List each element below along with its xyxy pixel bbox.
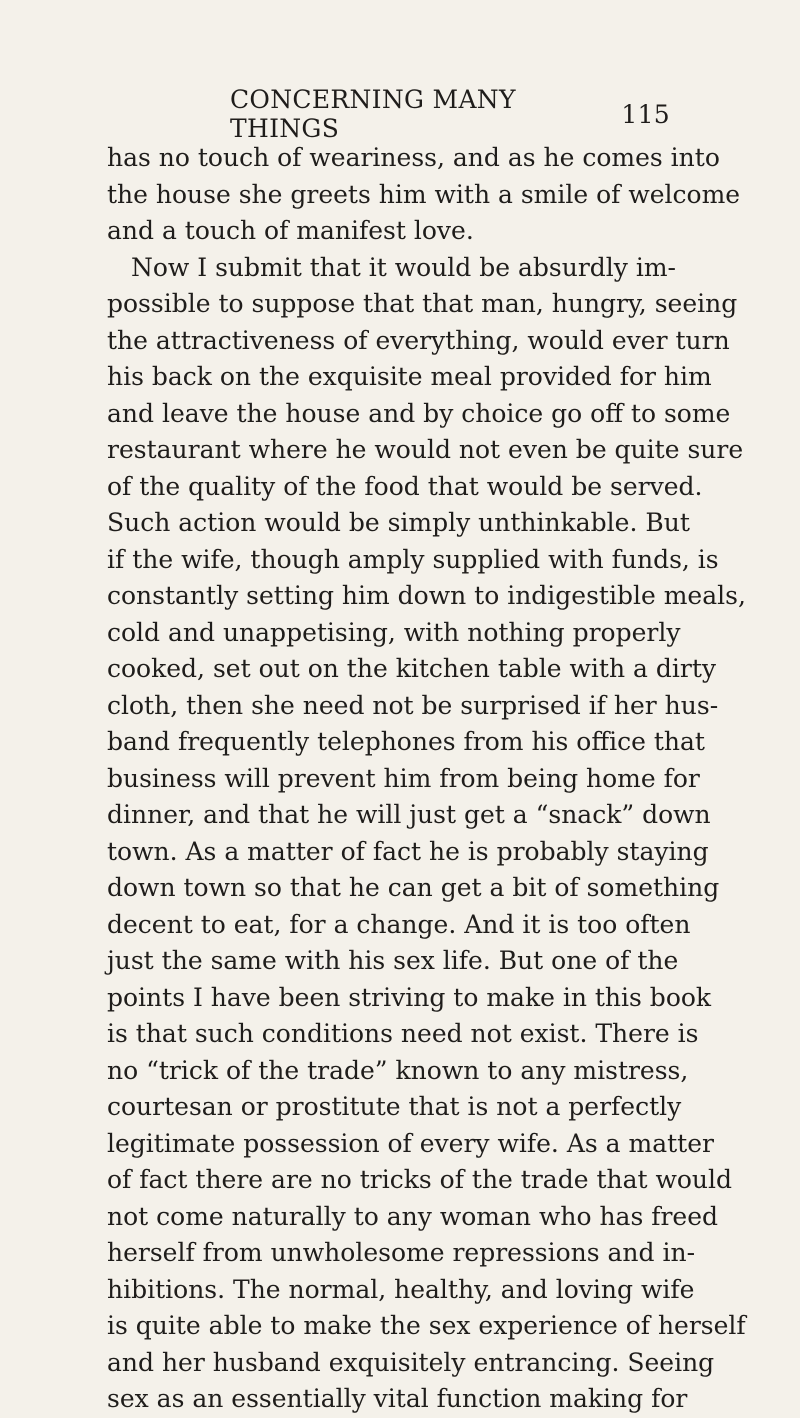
text-line: his back on the exquisite meal provided for him bbox=[107, 362, 712, 391]
text-line: band frequently telephones from his office that bbox=[107, 727, 705, 756]
text-line: and her husband exquisitely entrancing. Seeing bbox=[107, 1347, 715, 1377]
text-line: herself from unwholesome repressions and in- bbox=[107, 1238, 696, 1267]
text-line: the attractiveness of everything, would ever turn bbox=[107, 325, 730, 355]
text-line: business will prevent him from being home for bbox=[107, 763, 700, 793]
text-line: town. As a matter of fact he is probably staying bbox=[107, 836, 709, 866]
text-line: is quite able to make the sex experience of herself bbox=[107, 1311, 746, 1340]
text-line: dinner, and that he will just get a “snack” down bbox=[107, 800, 711, 829]
page-number: 115 bbox=[621, 99, 670, 129]
text-line: of the quality of the food that would be served. bbox=[107, 471, 703, 501]
text-line: hibitions. The normal, healthy, and loving wife bbox=[107, 1274, 695, 1304]
text-line: possible to suppose that that man, hungry, seeing bbox=[107, 289, 738, 318]
text-line: of fact there are no tricks of the trade that would bbox=[107, 1165, 733, 1194]
text-line: decent to eat, for a change. And it is too often bbox=[107, 909, 691, 939]
text-line: no “trick of the trade” known to any mistress, bbox=[107, 1055, 689, 1085]
running-title: CONCERNING MANY THINGS bbox=[230, 85, 516, 143]
text-line: is that such conditions need not exist. There is bbox=[107, 1019, 699, 1048]
text-line: not come naturally to any woman who has freed bbox=[107, 1201, 719, 1231]
running-header bbox=[230, 85, 670, 143]
text-line: cooked, set out on the kitchen table with a dirty bbox=[107, 654, 716, 683]
body-text bbox=[107, 140, 746, 1418]
text-line: just the same with his sex life. But one of the bbox=[107, 946, 679, 975]
text-line: the house she greets him with a smile of welcome bbox=[107, 179, 741, 209]
text-line: if the wife, though amply supplied with funds, is bbox=[107, 544, 719, 574]
text-line: cloth, then she need not be surprised if her hus- bbox=[107, 690, 719, 720]
text-line: and leave the house and by choice go off to some bbox=[107, 398, 731, 428]
text-line: restaurant where he would not even be quite sure bbox=[107, 435, 744, 464]
text-line: Such action would be simply unthinkable. But bbox=[107, 508, 690, 537]
text-line: down town so that he can get a bit of something bbox=[107, 873, 720, 902]
text-line: constantly setting him down to indigestible meals, bbox=[107, 581, 746, 610]
text-line: has no touch of weariness, and as he comes into bbox=[107, 143, 720, 172]
text-line: legitimate possession of every wife. As a matter bbox=[107, 1128, 714, 1158]
text-line: courtesan or prostitute that is not a perfectly bbox=[107, 1092, 682, 1121]
text-line: and a touch of manifest love. bbox=[107, 216, 474, 245]
text-line: Now I submit that it would be absurdly im- bbox=[131, 252, 677, 282]
text-line: points I have been striving to make in this book bbox=[107, 982, 712, 1012]
text-line: sex as an essentially vital function making for bbox=[107, 1384, 688, 1413]
text-line: cold and unappetising, with nothing properly bbox=[107, 617, 681, 647]
